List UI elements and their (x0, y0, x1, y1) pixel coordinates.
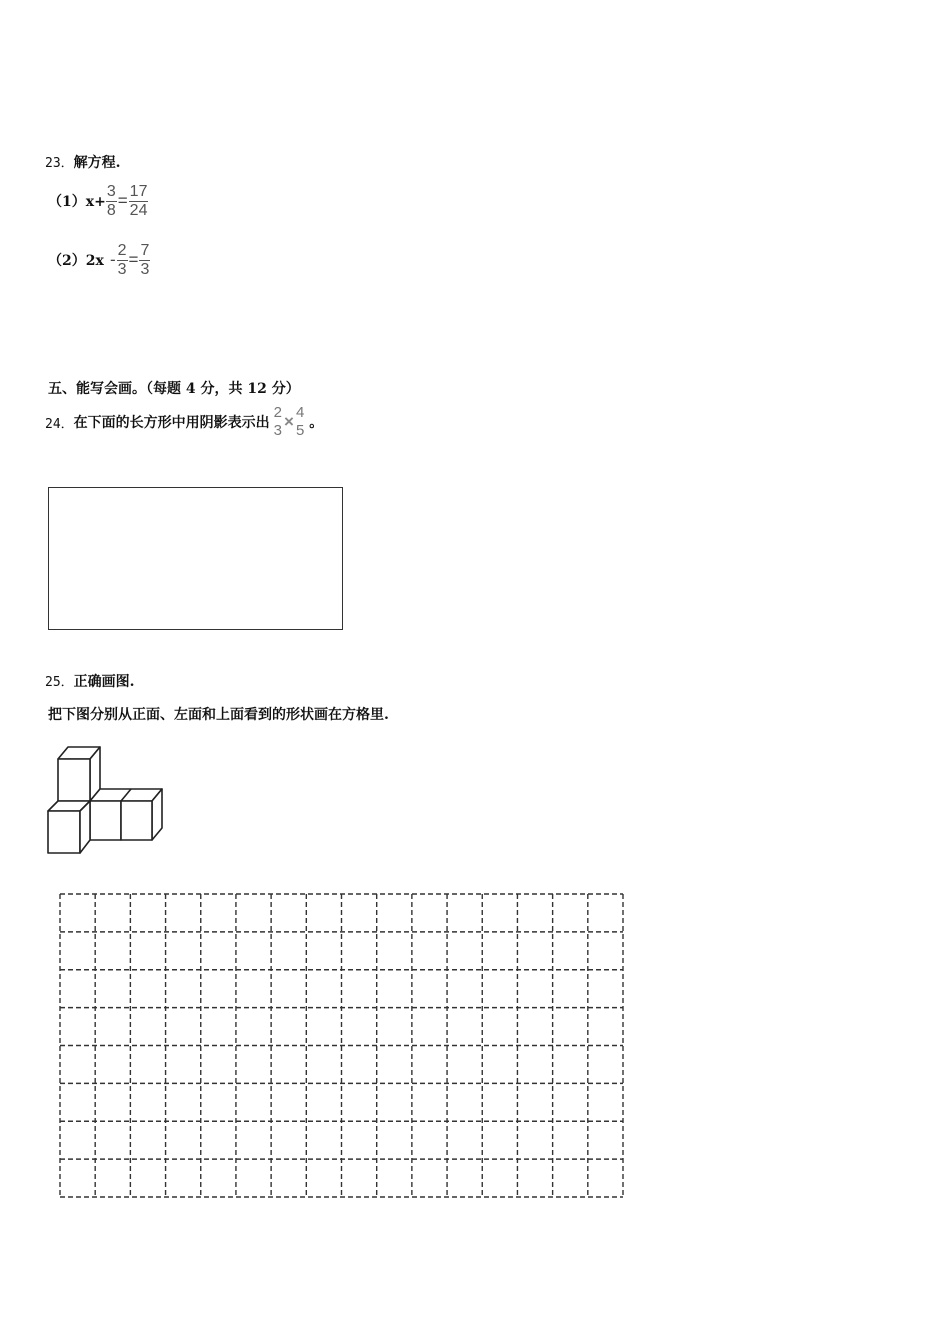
q24-end: 。 (309, 415, 324, 431)
eq1-frac2-num: 17 (129, 183, 148, 200)
q23-title: 解方程. (73, 155, 121, 171)
eq1-label: （1） (48, 194, 86, 210)
q23-heading (45, 152, 121, 172)
q24-frac1-num: 2 (273, 404, 282, 421)
eq1-frac1-num: 3 (106, 183, 116, 200)
q25-heading (45, 671, 135, 691)
q24-fraction-2 (295, 404, 305, 440)
eq1-fraction-2 (129, 183, 149, 220)
eq1-frac1-den: 8 (106, 202, 116, 219)
q23-number: 23． (45, 156, 74, 171)
q25-title: 正确画图. (73, 674, 135, 690)
dashed-drawing-grid[interactable] (59, 893, 625, 1199)
q24-text: 在下面的长方形中用阴影表示出 (73, 415, 270, 431)
eq2-frac2-den: 3 (140, 261, 150, 278)
q24-frac2-den: 5 (295, 422, 305, 439)
cube-row-2-front (90, 801, 121, 840)
eq2-fraction-2 (139, 242, 150, 279)
section-5-heading: 五、能写会画。（每题 4 分，共 12 分） (48, 381, 300, 397)
eq2-var: 2x (85, 253, 104, 269)
q25-instruction: 把下图分别从正面、左面和上面看到的形状画在方格里. (48, 707, 389, 723)
cube-figure (44, 742, 169, 858)
q24-fraction-1 (273, 404, 283, 440)
cube-row-3-front (121, 801, 152, 840)
q24-times: × (284, 412, 294, 431)
eq1-equals: = (117, 191, 128, 210)
q24-heading (45, 404, 323, 440)
eq2-minus: - (109, 250, 116, 269)
cube-left-front-face (48, 811, 80, 853)
q24-frac1-den: 3 (273, 422, 282, 439)
q23-equation-2 (48, 242, 150, 279)
eq2-frac1-num: 2 (117, 242, 127, 259)
eq2-frac1-den: 3 (117, 261, 127, 278)
eq2-fraction-1 (117, 242, 128, 279)
q24-frac2-num: 4 (295, 404, 305, 421)
q24-answer-rectangle (48, 487, 343, 630)
eq1-fraction-1 (106, 183, 117, 220)
eq2-equals: = (128, 250, 139, 269)
q23-equation-1 (48, 183, 148, 220)
q25-number: 25． (45, 675, 74, 690)
eq1-frac2-den: 24 (129, 202, 148, 219)
cube-left-side-face (80, 801, 90, 853)
eq1-var: x+ (85, 194, 106, 210)
cube-top-front-face (58, 759, 90, 801)
eq2-frac2-num: 7 (140, 242, 150, 259)
eq2-label: （2） (48, 253, 86, 269)
q24-number: 24． (45, 416, 74, 432)
